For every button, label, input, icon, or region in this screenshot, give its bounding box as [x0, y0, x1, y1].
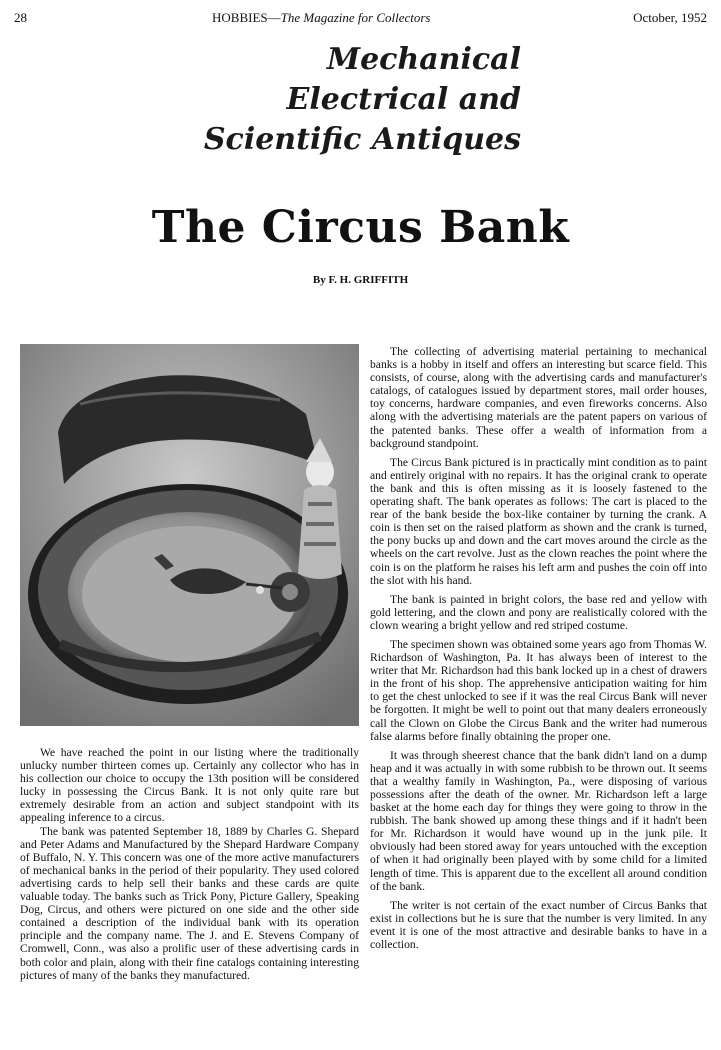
page-number: 28 [14, 10, 27, 25]
magazine-prefix: HOBBIES— [212, 10, 281, 25]
article-paragraph: The bank is painted in bright colors, the base red and yellow with gold lettering, and the clown and pony are realistically colored with the clown wearing a bright yellow and red striped costume. [370, 592, 707, 632]
magazine-title [212, 10, 430, 25]
circus-bank-photo [20, 344, 359, 726]
section-title-line: Scientific Antiques [203, 122, 521, 157]
article-title: The Circus Bank [151, 202, 570, 253]
issue-date: October, 1952 [633, 10, 707, 25]
article-paragraph: The bank was patented September 18, 1889 by Charles G. Shepard and Peter Adams and Manufactured by the Shepard Hardware Company of Buffalo, N. Y. This concern was one of the more active manufacturers of mechanical banks in the period of their popularity. They used colored advertising cards to help sell their banks and these cards are quite valuable today. The banks such as Trick Pony, Picture Gallery, Speaking Dog, Circus, and others were pictured on one side and the other side contained a description of the individual bank with its operation principle and the company name. The J. and E. Stevens Company of Cromwell, Conn., was also a prolific user of these advertising cards in both color and plain, along with their fine catalogs containing interesting pictures of many of the banks they manufactured. [20, 824, 359, 982]
section-title [204, 40, 521, 160]
section-title-line: Electrical and [286, 82, 521, 117]
article-paragraph: The specimen shown was obtained some years ago from Thomas W. Richardson of Washington, Pa. It has always been of interest to the writer that Mr. Richardson had this bank locked up in a chest of drawers in the front of his shop. The apprehensive anticipation waiting for him to get the chest unlocked to see if it was the real Circus Bank will never be forgotten. It might be well to point out that many dealers erroneously call the Clown on Globe the Circus Bank and the writer had numerous false alarms before finally obtaining the proper one. [370, 637, 707, 743]
magazine-name: The Magazine for Collectors [280, 10, 431, 25]
byline: By F. H. GRIFFITH [312, 274, 409, 286]
article-paragraph: The collecting of advertising material pertaining to mechanical banks is a hobby in itself and offers an interesting but scarce field. This consists, of course, along with the advertising cards and manufacturer's catalogs, of catalogues issued by department stores, mail order houses, toy concerns, hardware companies, and even fireworks concerns. Also along with the advertising materials are the patent papers on various of the patented banks. These offer a wealth of information from a background standpoint. [370, 345, 707, 450]
article-paragraph: The Circus Bank pictured is in practically mint condition as to paint and entirely original with no repairs. It has the original crank to operate the bank and this is often missing as it is loosely fastened to the operating shaft. The bank operates as follows: The cart is placed to the rear of the bank beside the box-like container by turning the crank. A coin is then set on the raised platform as shown and the crank is turned, the pony bucks up and down and the cart moves around the circle as the wheels on the cart revolve. Just as the clown reaches the point where the coin is on the platform he raises his left arm and pushes the coin off into the slot with his hand. [370, 455, 707, 587]
article-paragraph: We have reached the point in our listing where the traditionally unlucky number thirteen comes up. Certainly any collector who has in his collection our choice to occupy the 13th position will be considered lucky in possessing the Circus Bank. It is not only quite rare but extremely desirable from an action and subject standpoint with its appealing inference to a circus. [20, 746, 359, 825]
circus-bank-illustration [20, 344, 359, 726]
article-column-right [370, 345, 707, 957]
article-paragraph: It was through sheerest chance that the bank didn't land on a dump heap and it was actually in with some rubbish to be thrown out. It seems that a wealthy family in Washington, Pa., were disposing of various possessions after the death of the owner. Mr. Richardson left a large basket at the home each day for things they were going to throw in the rubbish. The bank showed up among these things and if it hadn't been for Mr. Richardson it would have wound up in the junk pile. It obviously had been stored away for years untouched with the exception of when it had originally been played with by some child for a limited length of time. This is apparent due to the excellent all around condition of the bank. [370, 748, 707, 893]
article-column-left [20, 746, 359, 982]
article-paragraph: The writer is not certain of the exact number of Circus Banks that exist in collections but he is sure that the number is very limited. In any event it is one of the most attractive and desirable banks to have in a collection. [370, 898, 707, 952]
section-title-line: Mechanical [326, 42, 521, 77]
